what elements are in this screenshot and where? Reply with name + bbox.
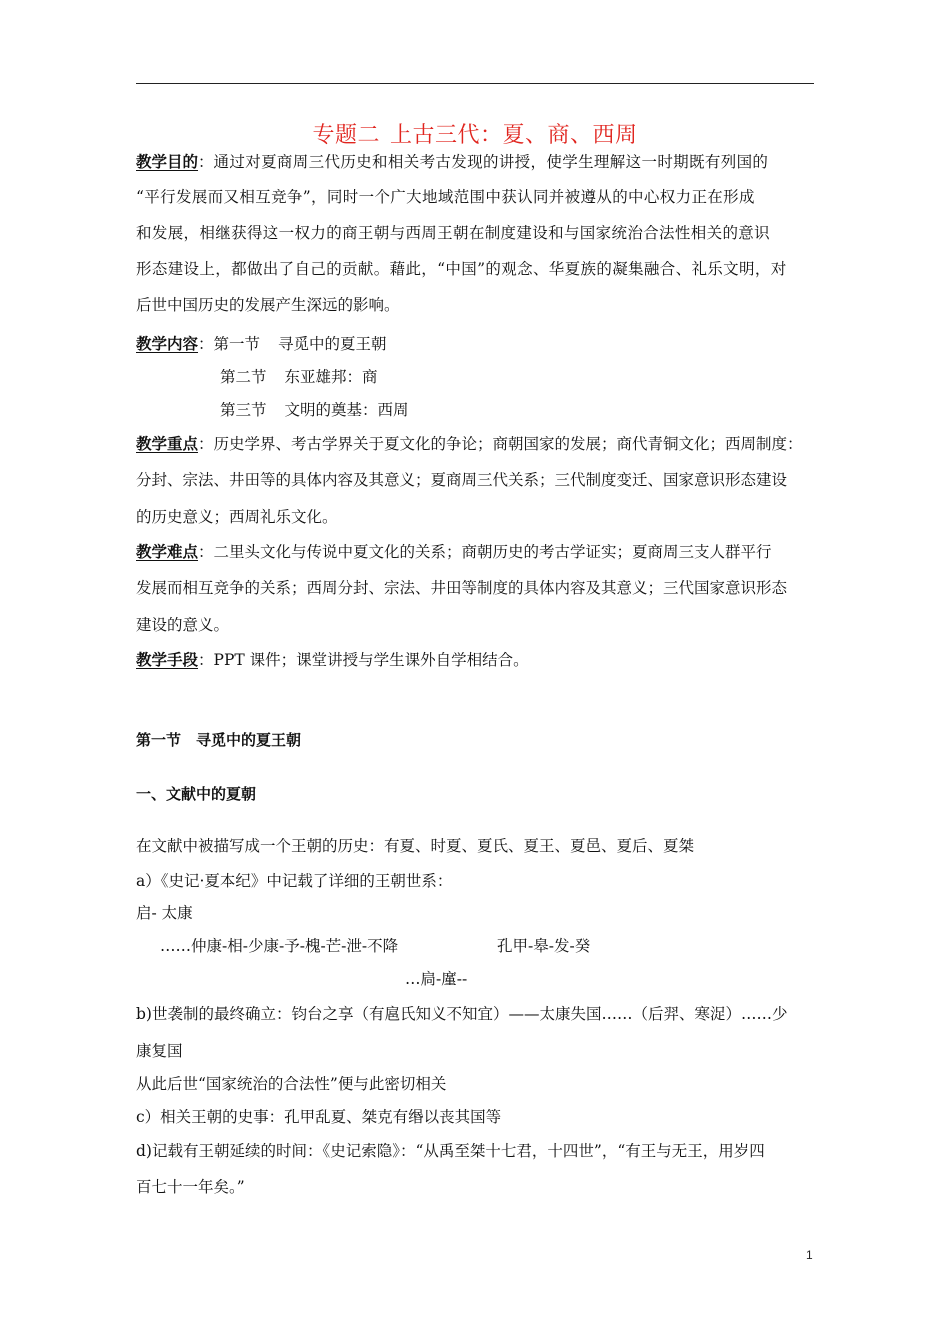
section-heading: 第一节 寻觅中的夏王朝 bbox=[136, 731, 302, 749]
difficulty-line-3: 建设的意义。 bbox=[136, 616, 230, 634]
title-subject: 上古三代：夏、商、西周 bbox=[390, 123, 638, 148]
point-a: a）《史记·夏本纪》中记载了详细的王朝世系： bbox=[136, 872, 453, 890]
content-line-3: 第三节 文明的奠基：西周 bbox=[220, 401, 409, 419]
page-title bbox=[0, 118, 950, 149]
objective-line-3: 和发展，相继获得这一权力的商王朝与西周王朝在制度建设和与国家统治合法性相关的意识 bbox=[136, 224, 771, 242]
subsection-heading: 一、文献中的夏朝 bbox=[136, 785, 257, 803]
difficulty-line-1: 教学难点：二里头文化与传说中夏文化的关系；商朝历史的考古学证实；夏商周三支人群平行 bbox=[136, 542, 772, 561]
lineage-line-1: 启- 太康 bbox=[136, 904, 193, 922]
lineage-line-3: …扃-廑-- bbox=[405, 970, 468, 988]
point-b-line-3: 从此后世“国家统治的合法性”便与此密切相关 bbox=[136, 1075, 447, 1093]
header-rule bbox=[136, 83, 814, 84]
objective-label: 教学目的 bbox=[136, 152, 199, 171]
focus-line-2: 分封、宗法、井田等的具体内容及其意义；夏商周三代关系；三代制度变迁、国家意识形态建设 bbox=[136, 471, 788, 489]
difficulty-line-2: 发展而相互竞争的关系；西周分封、宗法、井田等制度的具体内容及其意义；三代国家意识形态 bbox=[136, 579, 788, 597]
objective-line-5: 后世中国历史的发展产生深远的影响。 bbox=[136, 296, 400, 314]
title-topic: 专题二 bbox=[312, 123, 380, 148]
difficulty-label: 教学难点 bbox=[136, 542, 199, 561]
objective-line-1: 教学目的：通过对夏商周三代历史和相关考古发现的讲授，使学生理解这一时期既有列国的 bbox=[136, 152, 769, 171]
focus-label: 教学重点 bbox=[136, 434, 199, 453]
lineage-line-2b: 孔甲-皋-发-癸 bbox=[497, 937, 591, 955]
means-line: 教学手段：PPT 课件；课堂讲授与学生课外自学相结合。 bbox=[136, 650, 529, 669]
content-line-1: 教学内容：第一节 寻觅中的夏王朝 bbox=[136, 334, 387, 353]
point-b-line-2: 康复国 bbox=[136, 1042, 183, 1060]
objective-line-4: 形态建设上，都做出了自己的贡献。藉此，“中国”的观念、华夏族的凝集融合、礼乐文明，对 bbox=[136, 260, 787, 278]
objective-line-2: “平行发展而又相互竞争”，同时一个广大地域范围中获认同并被遵从的中心权力正在形成 bbox=[136, 188, 755, 206]
point-c: c）相关王朝的史事：孔甲乱夏、桀克有缗以丧其国等 bbox=[136, 1108, 502, 1126]
point-d-line-1: d)记载有王朝延续的时间：《史记索隐》：“从禹至桀十七君，十四世”，“有王与无王，用岁四 bbox=[136, 1142, 765, 1160]
point-d-line-2: 百七十一年矣。” bbox=[136, 1178, 245, 1196]
intro-line: 在文献中被描写成一个王朝的历史：有夏、时夏、夏氏、夏王、夏邑、夏后、夏桀 bbox=[136, 837, 695, 855]
focus-line-3: 的历史意义；西周礼乐文化。 bbox=[136, 508, 338, 526]
means-label: 教学手段 bbox=[136, 650, 199, 669]
content-label: 教学内容 bbox=[136, 334, 199, 353]
content-line-2: 第二节 东亚雄邦：商 bbox=[220, 368, 378, 386]
lineage-line-2a: ……仲康-相-少康-予-槐-芒-泄-不降 bbox=[160, 937, 399, 955]
page-number: 1 bbox=[806, 1248, 813, 1262]
point-b-line-1: b)世袭制的最终确立：钧台之享（有扈氏知义不知宜）——太康失国……（后羿、寒浞）……少 bbox=[136, 1005, 788, 1023]
focus-line-1: 教学重点：历史学界、考古学界关于夏文化的争论；商朝国家的发展；商代青铜文化；西周制度： bbox=[136, 434, 803, 453]
